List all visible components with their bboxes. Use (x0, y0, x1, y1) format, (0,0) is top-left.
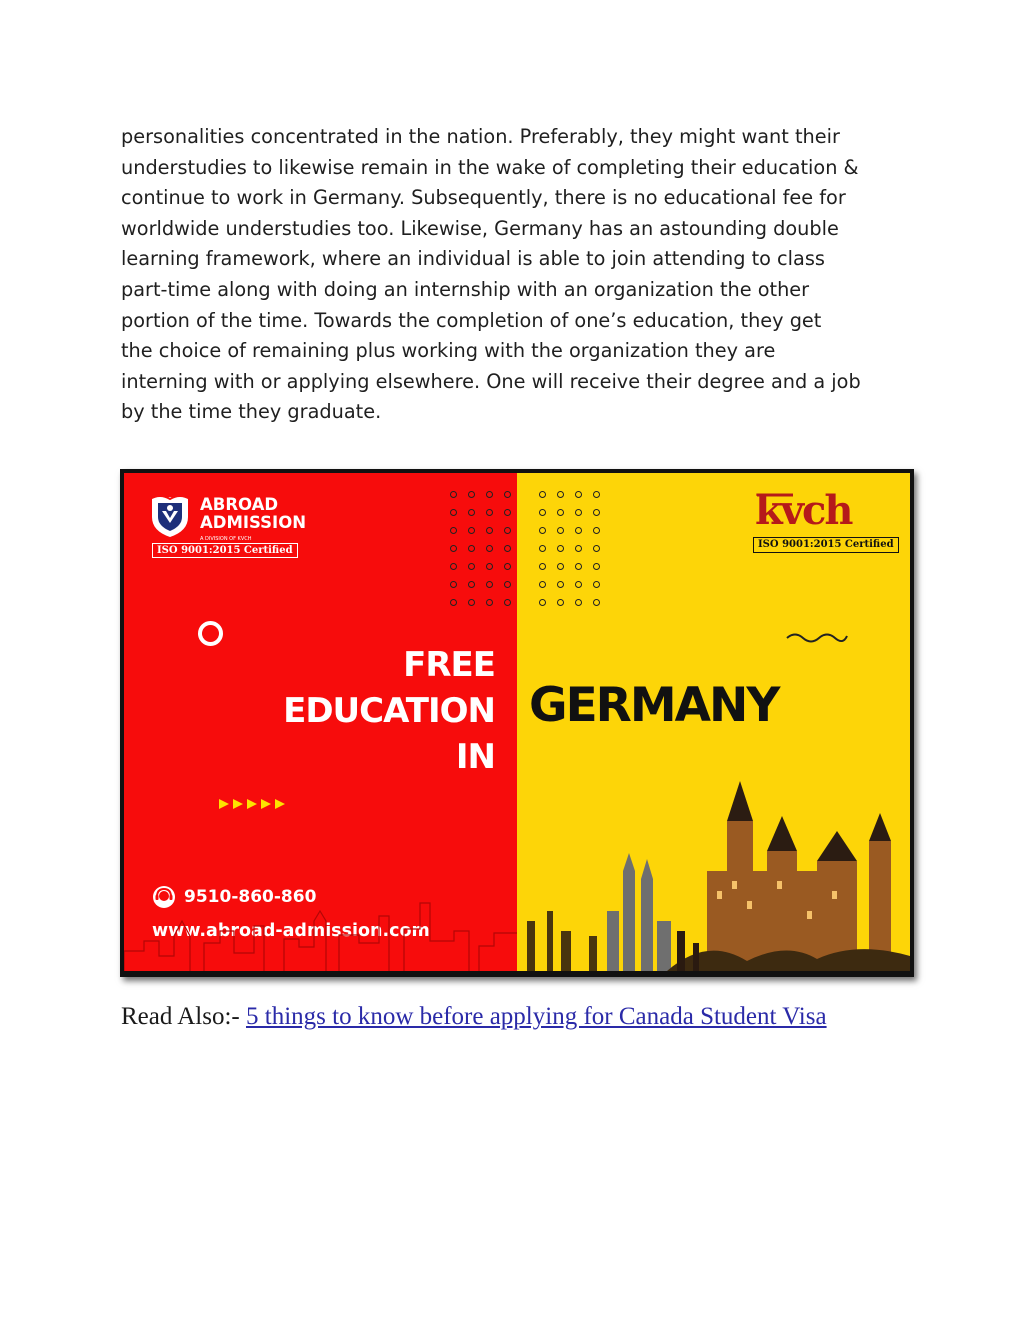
headline-germany: GERMANY (529, 678, 779, 733)
paragraph-line: the choice of remaining plus working with the organization they are (121, 339, 776, 363)
phone-number: 9510-860-860 (184, 887, 317, 907)
website-url: www.abroad-admission.com (152, 921, 430, 941)
ring-decoration (198, 621, 223, 646)
dot-grid-decoration (535, 487, 607, 613)
free-education-germany-banner (120, 469, 914, 977)
arrows-decoration-icon (219, 797, 289, 811)
paragraph-line: understudies to likewise remain in the wake of completing their education & (121, 155, 859, 179)
kvch-logo (753, 491, 883, 531)
banner-left-panel (124, 473, 517, 971)
brand-subtitle: A DIVISION OF KVCH (200, 536, 252, 542)
headline-free-education-in: FREE EDUCATION IN (283, 645, 495, 777)
banner-right-panel (517, 473, 910, 971)
shield-book-icon (148, 493, 192, 539)
article-paragraph (121, 122, 921, 428)
brand-name: ABROAD ADMISSION (200, 495, 307, 532)
city-skyline-illustration (124, 881, 517, 971)
read-also-line (121, 1003, 827, 1031)
paragraph-line: continue to work in Germany. Subsequently, there is no educational fee for (121, 186, 846, 210)
squiggle-decoration (785, 629, 849, 643)
read-also-prefix: Read Also:- (121, 1003, 240, 1030)
brand-iso-badge: ISO 9001:2015 Certified (152, 543, 298, 558)
dot-grid-decoration (446, 487, 517, 613)
paragraph-line: by the time they graduate. (121, 400, 382, 424)
paragraph-line: personalities concentrated in the nation. Preferably, they might want their (121, 125, 840, 148)
kvch-logo-text: kvch (755, 491, 852, 531)
read-also-link[interactable]: 5 things to know before applying for Canada Student Visa (246, 1003, 827, 1030)
paragraph-line: part-time along with doing an internship with an organization the other (121, 277, 810, 301)
kvch-iso-badge: ISO 9001:2015 Certified (753, 537, 899, 553)
paragraph-line: worldwide understudies too. Likewise, Germany has an astounding double (121, 216, 839, 240)
paragraph-line: interning with or applying elsewhere. One will receive their degree and a job (121, 369, 861, 393)
paragraph-line: portion of the time. Towards the completion of one’s education, they get (121, 308, 822, 332)
paragraph-line: learning framework, where an individual is able to join attending to class (121, 247, 825, 271)
castle-illustration (517, 761, 910, 971)
